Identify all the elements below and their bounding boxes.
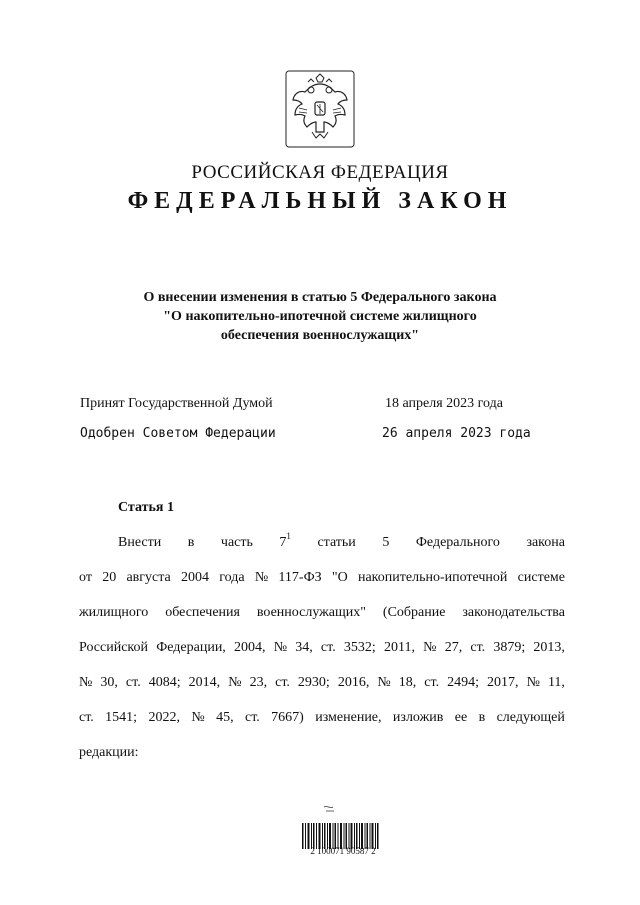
article-word: 45, bbox=[216, 710, 234, 725]
article-word: ст. bbox=[125, 675, 141, 690]
article-word: в bbox=[187, 535, 195, 550]
article-word: 23, bbox=[249, 675, 268, 690]
article-text-line bbox=[79, 675, 565, 695]
article-word: обеспечения bbox=[165, 605, 240, 620]
law-title-line: О внесении изменения в статью 5 Федерального закона bbox=[143, 290, 497, 305]
article-word: № bbox=[254, 570, 269, 585]
article-word: № bbox=[423, 640, 437, 655]
law-title-line: "О накопительно-ипотечной системе жилищного bbox=[163, 309, 477, 324]
article-word: 30, bbox=[100, 675, 118, 690]
article-word: "О bbox=[331, 570, 348, 585]
article-word: 2016, bbox=[337, 675, 370, 690]
article-word-part: $7^1$ bbox=[279, 531, 291, 550]
article-word: № bbox=[273, 640, 288, 655]
council-label: Одобрен Советом Федерации bbox=[80, 426, 276, 441]
article-word: от bbox=[79, 570, 92, 585]
article-word: ее bbox=[454, 710, 468, 725]
article-word: 2011, bbox=[383, 640, 415, 655]
law-title bbox=[100, 288, 540, 345]
article-word: № bbox=[228, 675, 242, 690]
article-word: года bbox=[219, 570, 245, 585]
article-word: 18, bbox=[398, 675, 417, 690]
article-word: 2004, bbox=[234, 640, 266, 655]
article-word: ст. bbox=[79, 710, 94, 725]
article-word: 3879; bbox=[493, 640, 526, 655]
article-word: Федерации, bbox=[156, 640, 226, 655]
article-word: накопительно-ипотечной bbox=[357, 570, 508, 585]
article-word: 2494; bbox=[447, 675, 479, 690]
article-text-line bbox=[79, 640, 565, 660]
article-word: № bbox=[377, 675, 391, 690]
article-text-line bbox=[79, 605, 565, 625]
article-word: № bbox=[526, 675, 540, 690]
article-text-line bbox=[118, 531, 565, 555]
council-date: 26 апреля 2023 года bbox=[382, 426, 531, 441]
article-word: 1541; bbox=[105, 710, 138, 725]
article-word: изложив bbox=[392, 710, 444, 725]
article-word: 2930; bbox=[297, 675, 330, 690]
article-word: № bbox=[79, 675, 93, 690]
article-word: ст. bbox=[470, 640, 486, 655]
article-word: № bbox=[191, 710, 205, 725]
part-superscript: 1 bbox=[286, 531, 291, 542]
article-word: военнослужащих" bbox=[256, 605, 367, 620]
article-word: 2022, bbox=[148, 710, 180, 725]
article-heading: Статья 1 bbox=[118, 500, 174, 515]
article-word: законодательства bbox=[462, 605, 565, 620]
article-word: 2017, bbox=[487, 675, 519, 690]
article-word: статьи bbox=[317, 535, 356, 550]
barcode-number: 2 100071 90587 2 bbox=[310, 846, 376, 856]
coat-of-arms-emblem bbox=[285, 70, 355, 148]
article-word: 2014, bbox=[188, 675, 221, 690]
country-heading: РОССИЙСКАЯ ФЕДЕРАЦИЯ bbox=[191, 162, 449, 183]
article-word: часть bbox=[220, 535, 253, 550]
article-word: 4084; bbox=[148, 675, 181, 690]
article-word: 7667) bbox=[271, 710, 304, 725]
article-text-line-last: редакции: bbox=[79, 745, 139, 760]
law-title-line: обеспечения военнослужащих" bbox=[220, 328, 420, 343]
article-word: 5 bbox=[382, 535, 390, 550]
article-word: в bbox=[478, 710, 486, 725]
article-word: Российской bbox=[79, 640, 148, 655]
article-word: ст. bbox=[424, 675, 440, 690]
article-word: Федерального bbox=[415, 535, 500, 550]
article-word: (Собрание bbox=[382, 605, 446, 620]
law-type-heading: ФЕДЕРАЛЬНЫЙ ЗАКОН bbox=[127, 188, 513, 214]
duma-date: 18 апреля 2023 года bbox=[385, 396, 503, 411]
article-text-line bbox=[79, 710, 565, 730]
article-word: 2004 bbox=[180, 570, 209, 585]
article-word: 20 bbox=[102, 570, 117, 585]
article-word: жилищного bbox=[79, 605, 149, 620]
article-word: ст. bbox=[275, 675, 290, 690]
article-word: закона bbox=[526, 535, 565, 550]
article-word: 27, bbox=[444, 640, 463, 655]
article-word: 3532; bbox=[343, 640, 376, 655]
article-word: следующей bbox=[496, 710, 565, 725]
article-word: 11, bbox=[547, 675, 565, 690]
article-word: 117-ФЗ bbox=[278, 570, 322, 585]
duma-label: Принят Государственной Думой bbox=[80, 396, 273, 411]
article-text-line bbox=[79, 570, 565, 590]
article-word: изменение, bbox=[315, 710, 382, 725]
article-word: 34, bbox=[295, 640, 313, 655]
article-word: Внести bbox=[118, 535, 162, 550]
article-word: системе bbox=[517, 570, 565, 585]
article-word: августа bbox=[126, 570, 171, 585]
article-word: ст. bbox=[244, 710, 260, 725]
article-word: 2013, bbox=[533, 640, 565, 655]
article-word: ст. bbox=[320, 640, 336, 655]
